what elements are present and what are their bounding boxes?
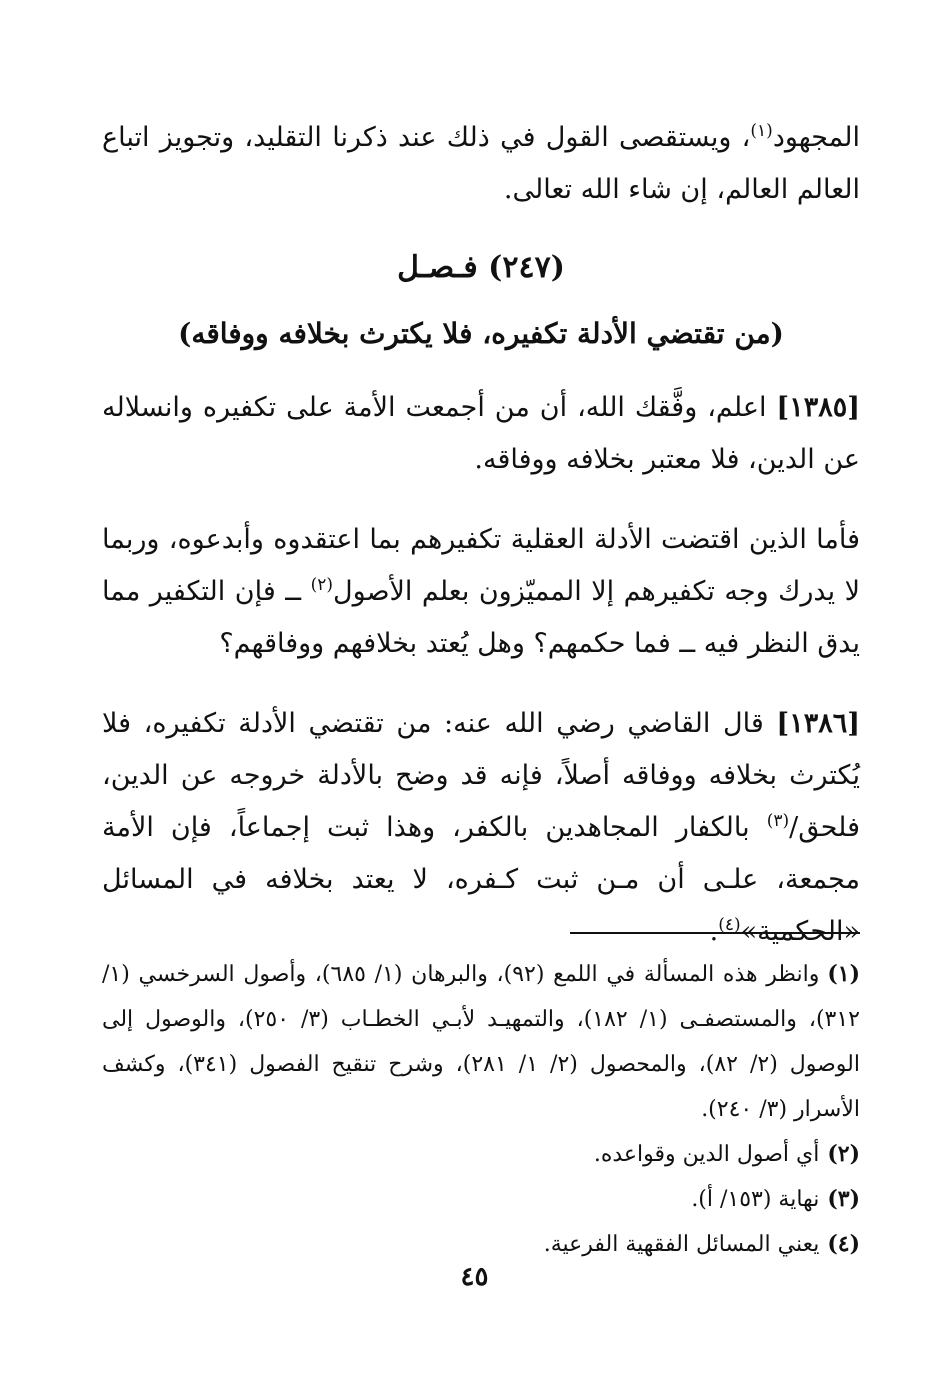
- paragraph-2: [102, 514, 860, 670]
- paragraph-1385: [102, 382, 860, 486]
- footnote-1-number: (١): [827, 961, 861, 987]
- section-subtitle: (من تقتضي الأدلة تكفيره، فلا يكترث بخلافه ووفاقه): [178, 317, 784, 350]
- section-heading: (٢٤٧) فـصـل: [397, 250, 565, 285]
- footnote-2-text: أي أصول الدين وقواعده.: [593, 1142, 820, 1167]
- footnote-ref-4: (٤): [718, 915, 741, 935]
- footnote-separator-wrap: [102, 932, 860, 952]
- footnote-ref-2: (٢): [310, 575, 333, 595]
- footnote-ref-1: (١): [750, 121, 773, 141]
- paragraph-number-1385: [١٣٨٥]: [776, 392, 860, 423]
- paragraph-1385-text: اعلم، وفَّقك الله، أن من أجمعت الأمة على تكفيره وانسلاله عن الدين، فلا معتبر بخلافه ووفاقه.: [102, 392, 860, 475]
- paragraph-2-text-a: فأما الذين اقتضت الأدلة العقلية تكفيرهم بما اعتقدوه وأبدعوه، وربما لا يدرك وجه تكفيرهم إلا المميّزون بعلم الأصول: [102, 524, 861, 607]
- footnote-4-number: (٤): [827, 1231, 860, 1257]
- paragraph-1386-text-b: بالكفار المجاهدين بالكفر، وهذا ثبت إجماعاً، فإن الأمة مجمعة، علـى أن مـن ثبت كـفره، لا يعتد بخلافه في المسائل «الحكمية»: [102, 812, 860, 947]
- intro-paragraph: [102, 112, 860, 216]
- footnote-1-text: وانظر هذه المسألة في اللمع (٩٢)، والبرهان (١/ ٦٨٥)، وأصول السرخسي (١/ ٣١٢)، والمستصفـى (١/ ١٨٢)، والتمهيـد لأبـي الخطـاب (٣/ ٢٥٠)، والوصول إلى الوصول (٢/ ٨٢)، والمحصول (٢/ ١/ ٢٨١)، وشرح تنقيح الفصول (٣٤١)، وكشف الأسرار (٣/ ٢٤٠).: [102, 962, 860, 1122]
- footnote-ref-3: (٣): [766, 811, 790, 831]
- footnote-2-number: (٢): [827, 1141, 860, 1167]
- footnote-4-text: يعني المسائل الفقهية الفرعية.: [543, 1232, 820, 1257]
- paragraph-1386: [102, 698, 860, 958]
- footnotes: [102, 932, 860, 1267]
- paragraph-2-text-b: ــ فإن التكفير مما يدق النظر فيه ــ فما حكمهم؟ وهل يُعتد بخلافهم ووفاقهم؟: [102, 576, 860, 659]
- page-body: [102, 112, 861, 1257]
- paragraph-number-1386: [١٣٨٦]: [776, 708, 860, 739]
- page-number: ٤٥: [460, 1262, 489, 1292]
- footnote-2: [102, 1132, 860, 1177]
- footnote-4: [102, 1222, 860, 1267]
- footnote-3-text: نهاية (١٥٣/ أ).: [691, 1187, 820, 1212]
- intro-text-b: ، ويستقصى القول في ذلك عند ذكرنا التقليد، وتجويز اتباع العالم العالم، إن شاء الله تعالى.: [102, 122, 860, 205]
- footnote-separator: [570, 932, 860, 934]
- footnote-3-number: (٣): [827, 1186, 860, 1212]
- intro-text-a: المجهود: [772, 122, 860, 153]
- paragraph-1386-text-c: .: [709, 916, 719, 947]
- footnote-3: [102, 1177, 860, 1222]
- footnote-1: [102, 952, 860, 1132]
- paragraph-1386-text-a: قال القاضي رضي الله عنه: من تقتضي الأدلة تكفيره، فلا يُكترث بخلافه ووفاقه أصلاً، فإنه قد وضح بالأدلة خروجه عن الدين، فلحق/: [102, 708, 860, 843]
